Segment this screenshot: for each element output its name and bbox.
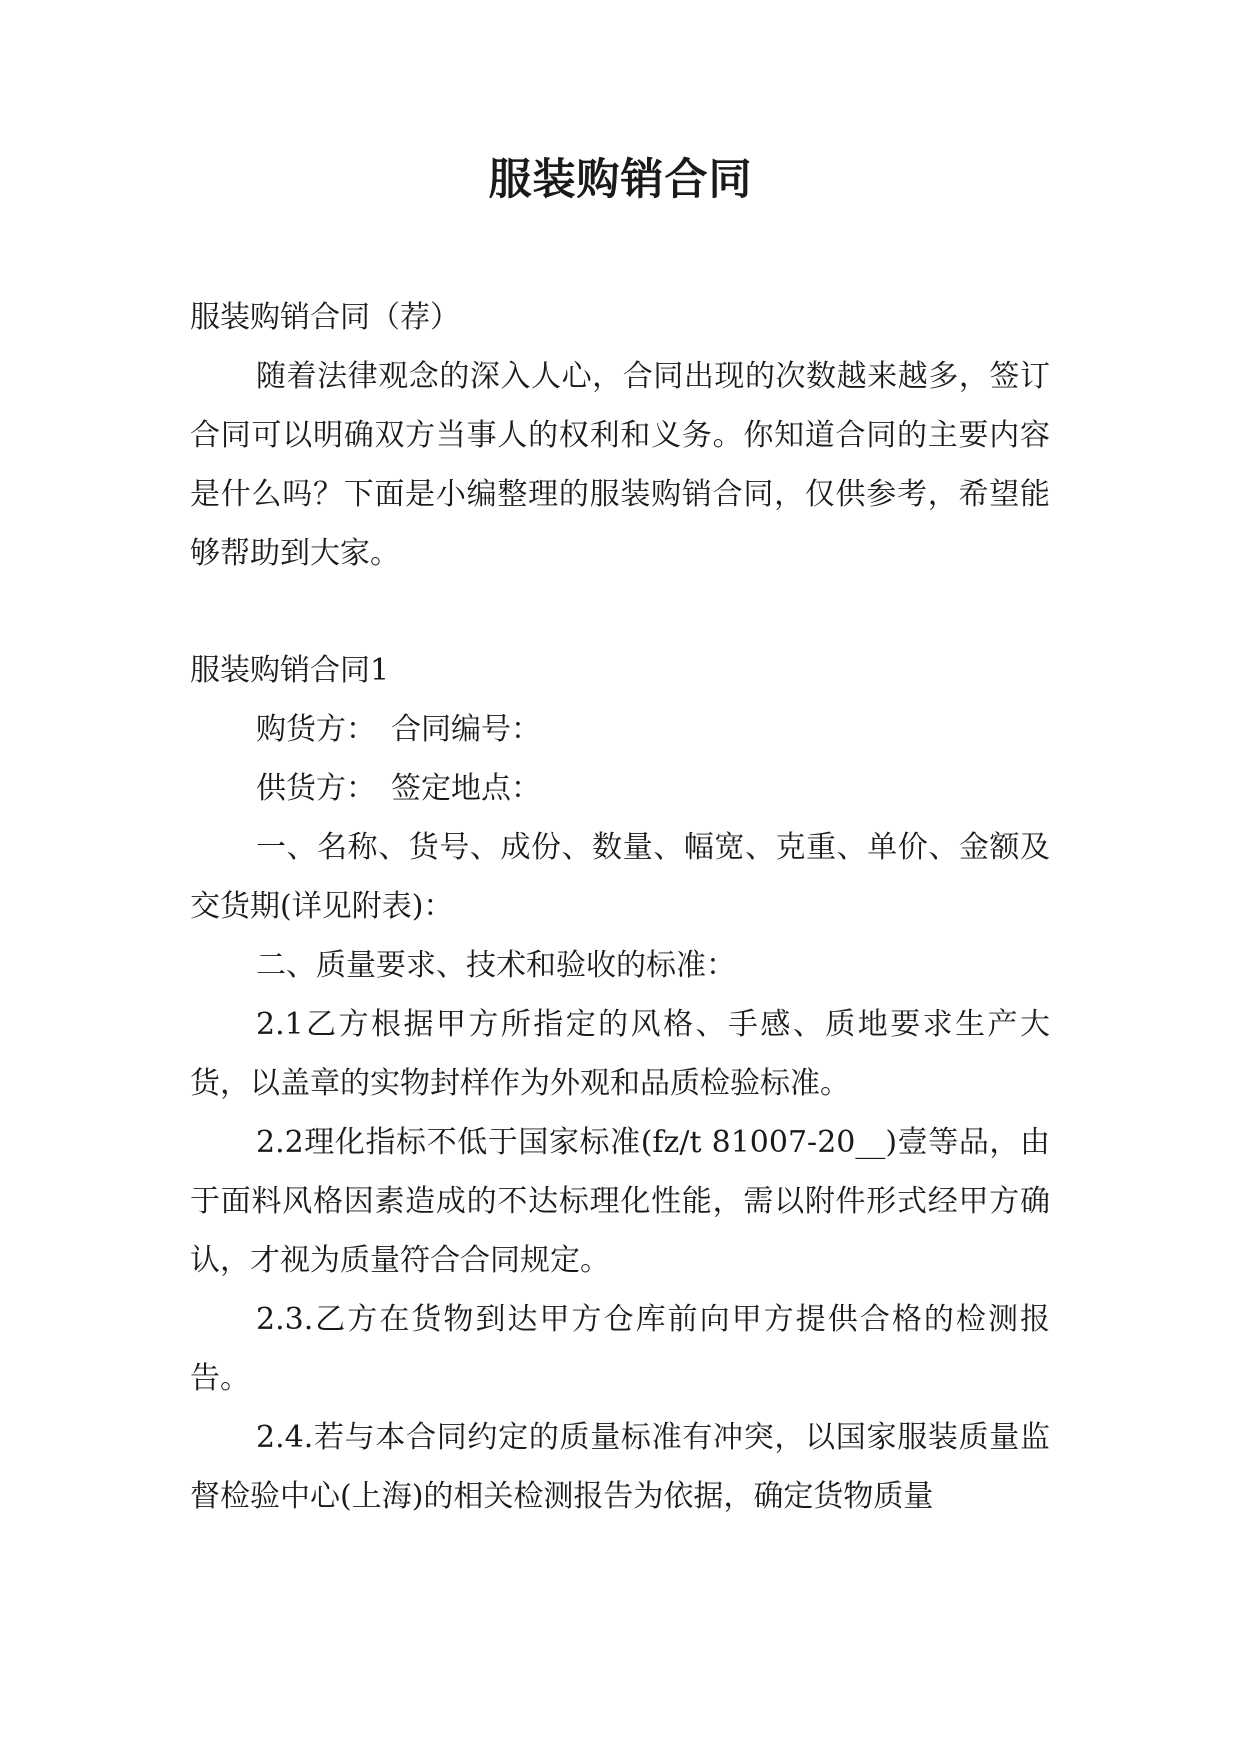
- spacer: [190, 583, 1050, 641]
- document-body: [190, 288, 1050, 1526]
- clause-2: 二、质量要求、技术和验收的标准：: [256, 948, 736, 983]
- buyer-line: 购货方： 合同编号：: [256, 712, 541, 747]
- clause-2-3: 2.3.乙方在货物到达甲方仓库前向甲方提供合格的检测报告。: [190, 1302, 1050, 1396]
- document-title: 服装购销合同: [488, 155, 753, 205]
- intro-paragraph: 随着法律观念的深入人心，合同出现的次数越来越多，签订合同可以明确双方当事人的权利和义务。你知道合同的主要内容是什么吗？下面是小编整理的服装购销合同，仅供参考，希望能够帮助到大家。: [190, 359, 1050, 571]
- clause-2-2: 2.2理化指标不低于国家标准(fz/t 81007-20__)壹等品，由于面料风格因素造成的不达标理化性能，需以附件形式经甲方确认，才视为质量符合合同规定。: [190, 1125, 1050, 1278]
- clause-2-4: 2.4.若与本合同约定的质量标准有冲突，以国家服装质量监督检验中心(上海)的相关检测报告为依据，确定货物质量: [190, 1420, 1050, 1514]
- subtitle-line: 服装购销合同（荐）: [190, 300, 460, 335]
- clause-2-1: 2.1乙方根据甲方所指定的风格、手感、质地要求生产大货，以盖章的实物封样作为外观和品质检验标准。: [190, 1007, 1050, 1101]
- supplier-line: 供货方： 签定地点：: [256, 771, 541, 806]
- contract-heading: 服装购销合同1: [190, 653, 390, 688]
- clause-1: 一、名称、货号、成份、数量、幅宽、克重、单价、金额及交货期(详见附表)：: [190, 830, 1050, 924]
